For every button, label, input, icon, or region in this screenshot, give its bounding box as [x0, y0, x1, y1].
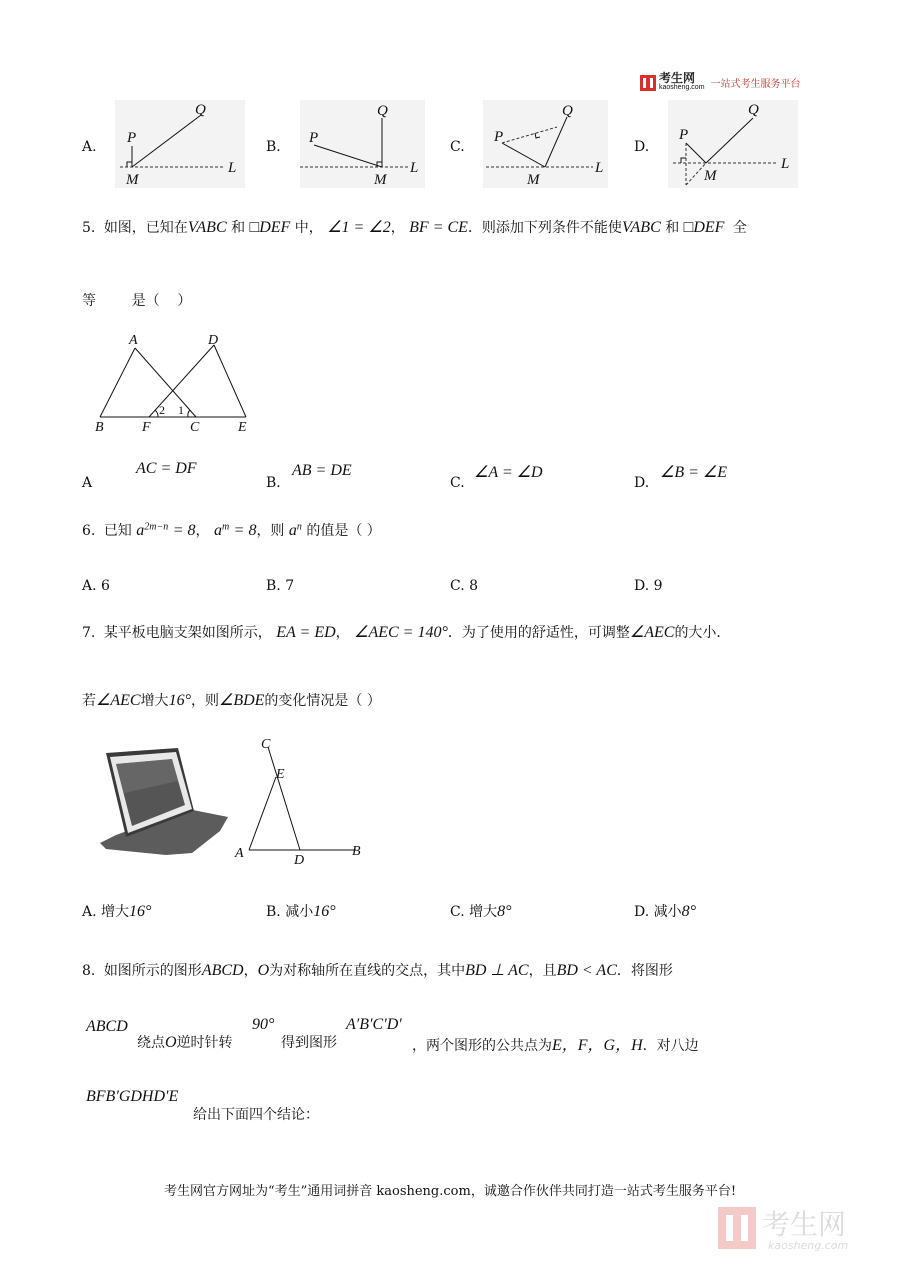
label-q: Q: [562, 103, 573, 119]
q5-text-a: 如图，已知在: [103, 220, 188, 236]
q8-line2-c: 得到图形: [281, 1035, 337, 1051]
label-d: D: [294, 853, 305, 868]
label-e: E: [276, 767, 285, 782]
q7-text-d: 的大小．: [674, 625, 731, 641]
q4-figure-a: [115, 100, 245, 188]
watermark-domain: kaosheng.com: [768, 1239, 849, 1252]
q7-line2-angle-bde: ∠BDE: [218, 692, 265, 709]
q6-text-c: 的值是（ ）: [306, 523, 381, 539]
q8-line2-d: ，两个图形的公共点为: [412, 1038, 552, 1054]
angle-1-arc: [188, 410, 190, 417]
label-l: L: [410, 160, 419, 176]
question-number: 8.: [82, 963, 96, 979]
logo-slogan: 一站式考生服务平台: [710, 79, 801, 90]
label-d: D: [208, 333, 219, 348]
label-m: M: [374, 172, 387, 188]
q4-option-a-label: A.: [82, 139, 97, 155]
q8-line2-degree: 90°: [252, 1016, 275, 1033]
q8-text-b: ，: [243, 963, 258, 979]
q4-option-d-label: D.: [634, 139, 650, 155]
q4-option-c-label: C.: [450, 139, 465, 155]
label-f: F: [142, 420, 151, 435]
q6-comma: ，: [195, 523, 210, 539]
label-l: L: [781, 156, 790, 172]
label-m: M: [527, 172, 540, 188]
q7-tablet-photo: [96, 745, 236, 860]
q8-point-o: O: [257, 962, 270, 979]
q7-option-b: [266, 901, 336, 921]
q7-option-b-value: 16°: [313, 903, 336, 920]
q6-base-3: a: [288, 522, 297, 539]
q6-equals-2: = 8: [233, 522, 257, 539]
q5-option-a-label: A: [82, 475, 93, 491]
q8-line2-rotate: [137, 1032, 233, 1052]
q6-exponent-1: 2m−n: [144, 521, 169, 533]
label-c: C: [261, 737, 271, 752]
label-l: L: [228, 160, 237, 176]
q5-option-c-expr: ∠A = ∠D: [474, 464, 543, 481]
q6-text-a: 已知: [103, 523, 132, 539]
label-b: B: [95, 420, 104, 435]
logo-domain: kaosheng.com: [659, 84, 705, 91]
q6-equals-1: = 8: [172, 522, 196, 539]
label-p: P: [127, 130, 137, 146]
label-angle-1: 1: [178, 403, 184, 417]
q7-option-c: [450, 901, 512, 921]
q6-option-b: B. 7: [266, 578, 295, 594]
label-m: M: [704, 168, 717, 184]
segment-ae: [249, 777, 276, 850]
question-number: 5.: [82, 220, 96, 236]
q8-line2-tail: [412, 1032, 699, 1055]
q5-text-f: 全: [732, 220, 747, 236]
label-angle-2: 2: [159, 403, 165, 417]
q7-angle: ∠AEC: [629, 624, 675, 641]
q7-text-a: 某平板电脑支架如图所示，: [103, 625, 272, 641]
q5-text-c: 中，: [294, 220, 323, 236]
q4-figure-d: [668, 100, 798, 188]
q5-text-b: 和: [231, 220, 246, 236]
watermark: [718, 1203, 878, 1258]
label-p: P: [679, 127, 689, 143]
label-a: A: [129, 333, 138, 348]
header-logo: [640, 73, 801, 92]
label-c: C: [190, 420, 200, 435]
q5-option-c-label: C.: [450, 475, 465, 491]
question-number: 6.: [82, 523, 96, 539]
q5-text-e: ．则添加下列条件不能使: [467, 220, 622, 236]
q6-line: [82, 520, 381, 550]
watermark-name: 考生网: [762, 1208, 847, 1241]
q7-option-b-label: B. 减小: [266, 904, 314, 920]
q5-triangle-def-2: □DEF: [683, 219, 725, 236]
segment-de: [214, 345, 246, 417]
q6-exponent-3: n: [296, 521, 302, 533]
figure-background: [300, 100, 425, 188]
q8-shape-abcd: ABCD: [201, 962, 244, 979]
label-p: P: [309, 130, 319, 146]
q7-option-d-value: 8°: [681, 903, 697, 920]
q7-line2-d: 的变化情况是（ ）: [264, 693, 381, 709]
q5-triangle-abc-2: VABC: [621, 219, 661, 236]
logo-name: 考生网: [659, 71, 696, 85]
q4-option-b-label: B.: [266, 139, 281, 155]
label-m: M: [126, 172, 139, 188]
q8-line3-octagon: BFB′GDHD′E: [86, 1088, 179, 1105]
label-q: Q: [195, 102, 206, 118]
q8-line-1: [82, 960, 673, 980]
q8-line2-a: 绕点: [137, 1035, 165, 1051]
q7-option-a-label: A. 增大: [82, 904, 130, 920]
q7-figure: [232, 733, 370, 868]
q8-line2-b: 逆时针转: [176, 1035, 233, 1051]
logo-text: [659, 73, 705, 92]
segment-cd: [268, 747, 300, 850]
footer-text: 考生网官方网址为“考生”通用词拼音 kaosheng.com，诚邀合作伙伴共同打造一站式考生服务平台!: [163, 1184, 737, 1199]
q8-condition-less: BD < AC: [556, 962, 617, 979]
kaosheng-logo-icon: [640, 75, 656, 91]
q7-option-d-label: D. 减小: [634, 904, 682, 920]
q5-figure: [92, 330, 252, 435]
q7-line2-a: 若: [82, 693, 96, 709]
q7-option-a: [82, 901, 151, 921]
q7-line2-degree: 16°: [168, 692, 191, 709]
q6-option-c: C. 8: [450, 578, 479, 594]
q8-points: E，F，G，H: [552, 1037, 643, 1054]
q6-base-1: a: [136, 522, 145, 539]
q8-condition-perpendicular: BD ⊥ AC: [465, 962, 529, 979]
q7-option-c-label: C. 增大: [450, 904, 498, 920]
segment-ba: [100, 348, 135, 417]
q6-option-d: D. 9: [634, 578, 663, 594]
q5-option-a-expr: AC = DF: [136, 460, 197, 477]
angle-2-arc: [155, 410, 158, 417]
q7-option-a-value: 16°: [129, 903, 152, 920]
q7-option-c-value: 8°: [497, 903, 512, 920]
q7-line2-c: ，则: [190, 693, 219, 709]
q5-text-b-2: 和: [665, 220, 680, 236]
q5-line-1: [82, 217, 747, 237]
label-b: B: [352, 844, 361, 859]
q7-condition-sides: EA = ED: [276, 624, 336, 641]
q8-text-d: ，且: [528, 963, 557, 979]
q4-figure-b: [300, 100, 425, 188]
q8-line2-e: ．对八边: [642, 1038, 699, 1054]
q5-option-b-expr: AB = DE: [292, 462, 352, 479]
label-q: Q: [377, 103, 388, 119]
question-number: 7.: [82, 625, 96, 641]
q5-triangle-def: □DEF: [249, 219, 291, 236]
segment-ac: [135, 348, 196, 417]
q6-exponent-2: m: [221, 521, 230, 533]
label-q: Q: [748, 102, 759, 118]
q5-line-2: 等 是（ ）: [82, 293, 192, 309]
q5-triangle-abc: VABC: [187, 219, 227, 236]
label-p: P: [494, 129, 504, 145]
q8-text-a: 如图所示的图形: [103, 963, 202, 979]
q7-condition-angle: ∠AEC = 140°: [354, 624, 448, 641]
q5-text-d: ，: [390, 220, 405, 236]
q8-line2-shape-rotated: A′B′C′D′: [346, 1016, 402, 1033]
q8-text-e: ．将图形: [616, 963, 673, 979]
q4-figure-c: [483, 100, 608, 188]
q8-line3-text: 给出下面四个结论：: [193, 1107, 319, 1123]
q5-condition-sides: BF = CE: [409, 219, 468, 236]
q7-line-1: [82, 622, 730, 642]
q7-line-2: [82, 690, 381, 710]
label-a: A: [235, 846, 244, 861]
label-e: E: [238, 420, 247, 435]
q5-option-d-label: D.: [634, 475, 650, 491]
q7-text-c: ．为了使用的舒适性，可调整: [447, 625, 630, 641]
q6-base-2: a: [213, 522, 222, 539]
q7-text-b: ，: [335, 625, 350, 641]
q7-line2-angle: ∠AEC: [96, 692, 141, 709]
q8-line2-shape: ABCD: [86, 1018, 128, 1035]
label-l: L: [595, 160, 604, 176]
q6-text-b: ，则: [256, 523, 285, 539]
watermark-logo-bar: [733, 1207, 741, 1249]
q8-line2-point-o: O: [165, 1034, 177, 1051]
q6-option-a: A. 6: [82, 578, 110, 594]
q5-condition-angles: ∠1 = ∠2: [327, 219, 391, 236]
q7-line2-b: 增大: [140, 693, 169, 709]
q7-option-d: [634, 901, 696, 921]
q5-option-d-expr: ∠B = ∠E: [660, 464, 728, 481]
q5-option-b-label: B.: [266, 475, 281, 491]
q8-text-c: 为对称轴所在直线的交点，其中: [269, 963, 466, 979]
